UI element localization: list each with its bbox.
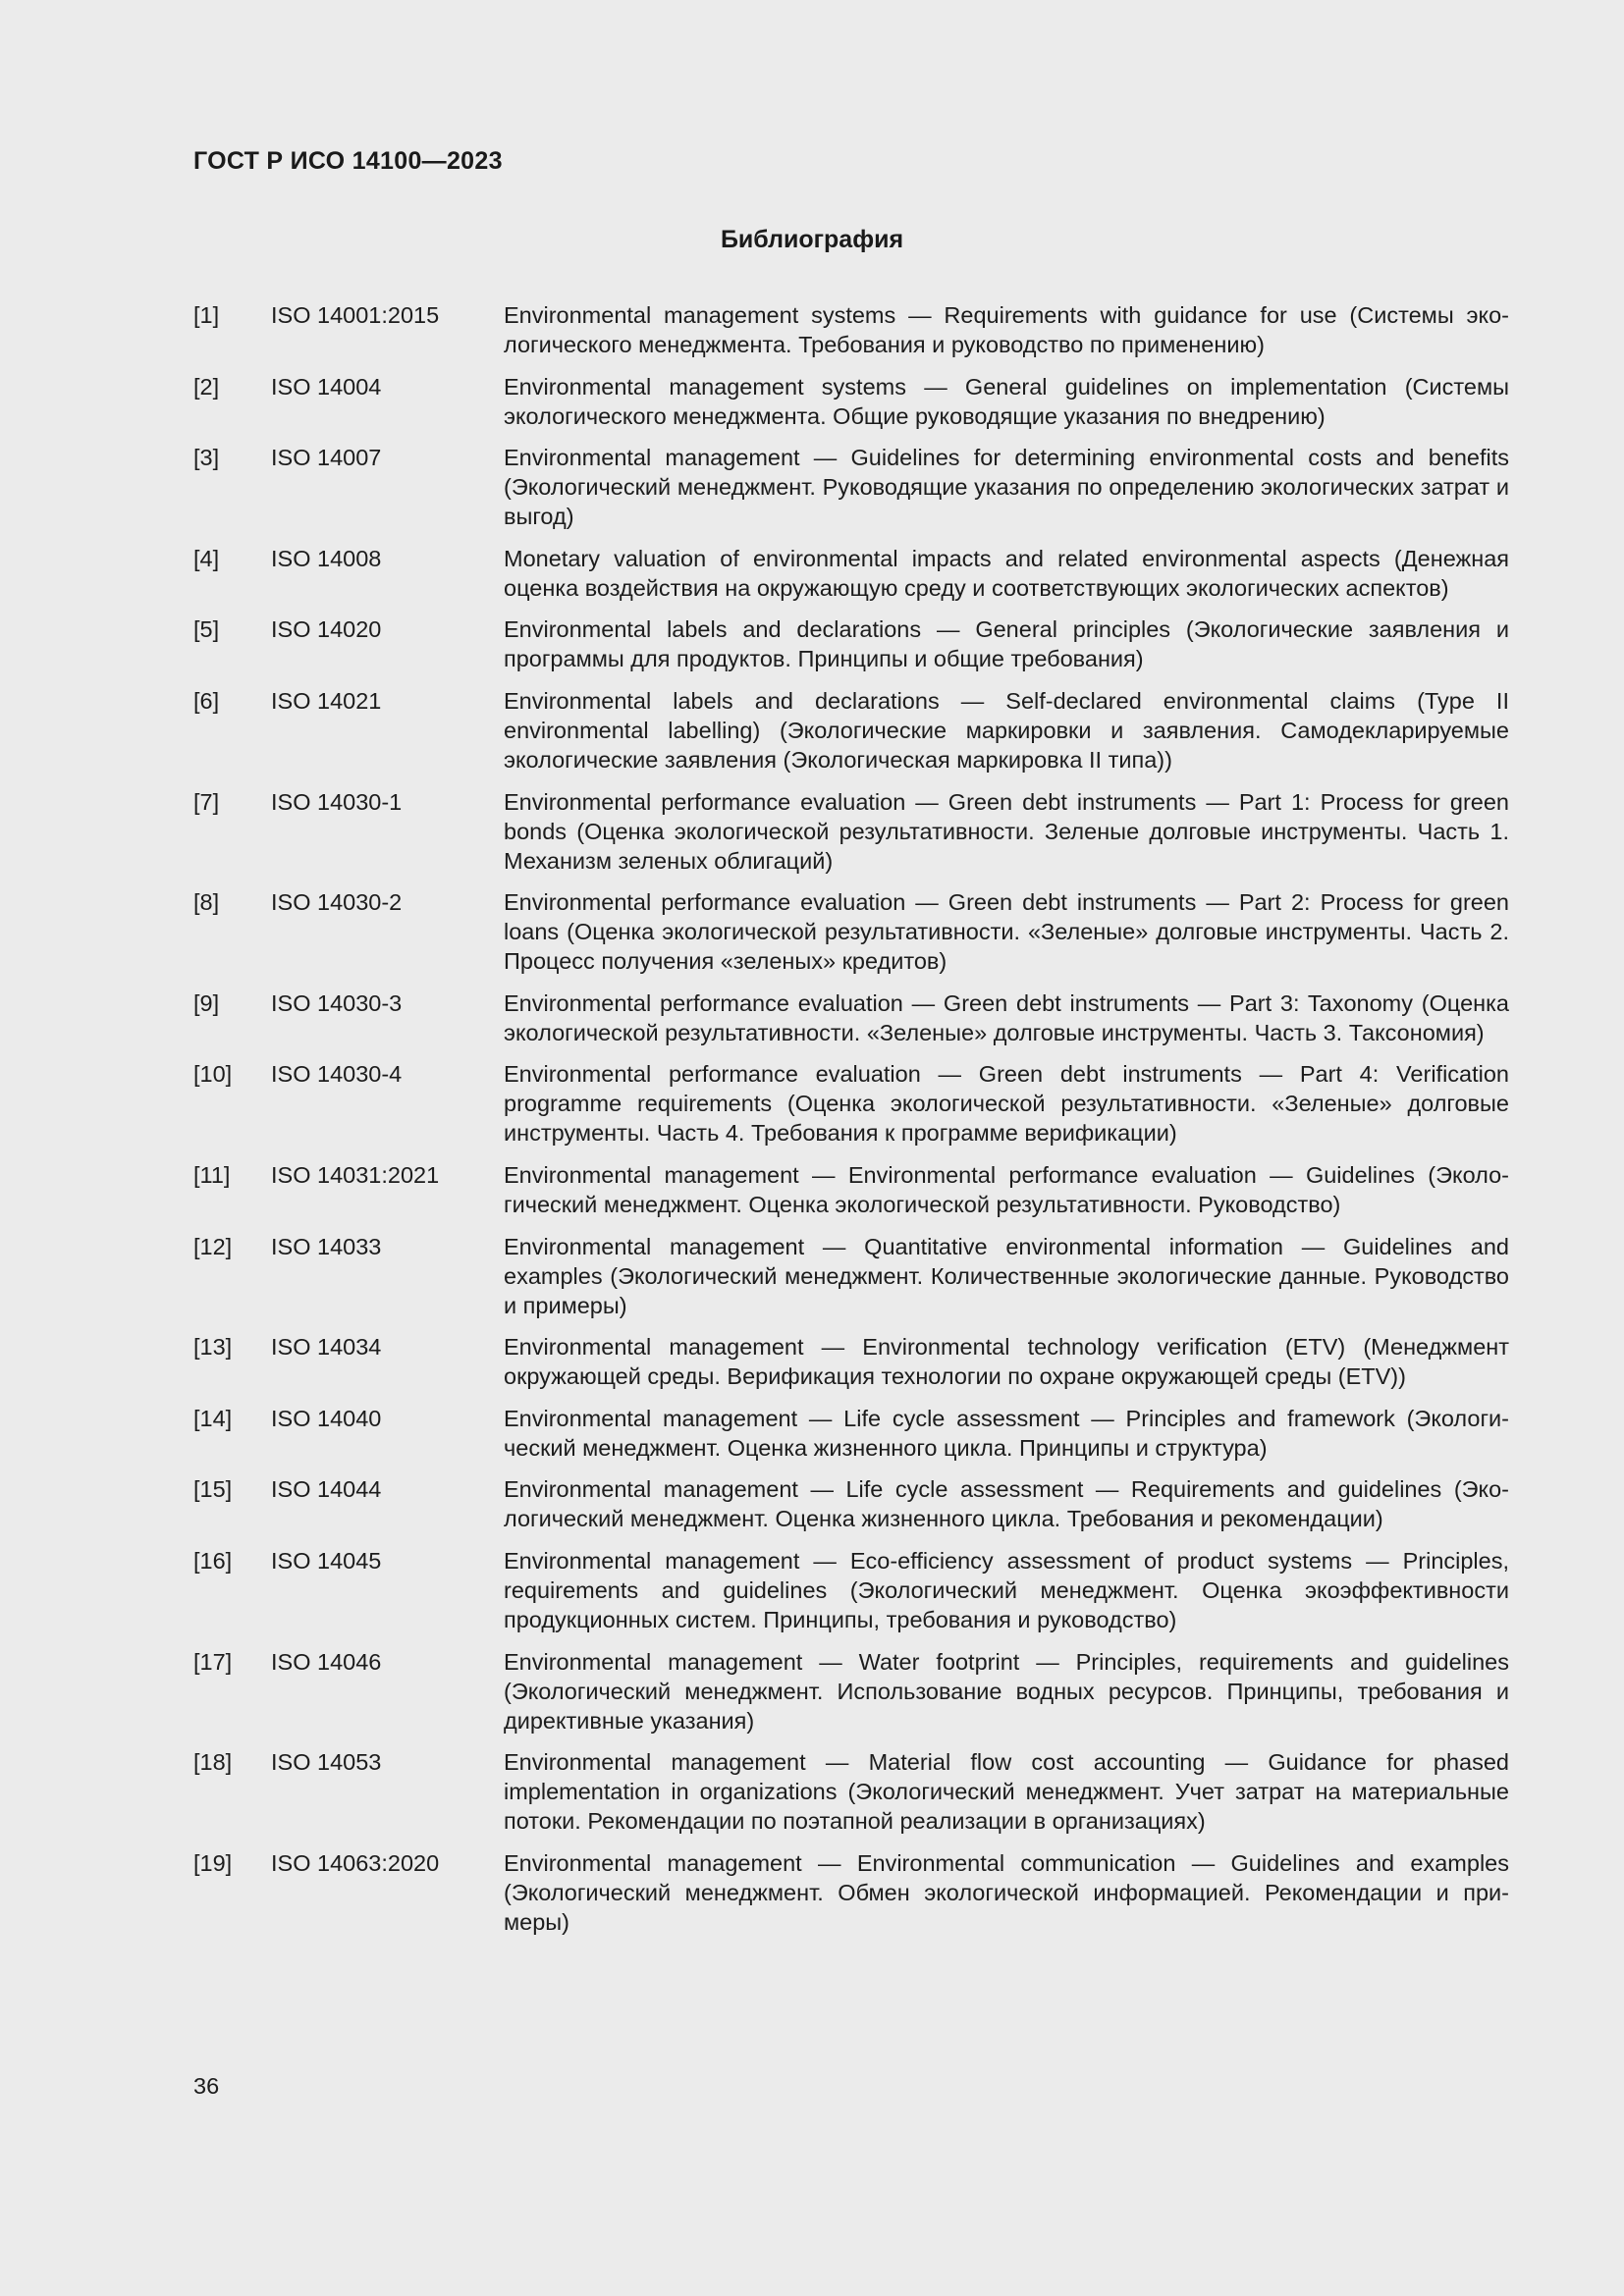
entry-standard-code: ISO 14053 — [271, 1749, 382, 1776]
entry-standard-code: ISO 14040 — [271, 1405, 382, 1431]
entry-title-text: Monetary valuation of environmental impacts and related environmental aspects (Денежная оценка воздействия на окружающую среду и соответствующих экологических аспектов) — [504, 545, 1509, 601]
entry-number: [6] — [193, 687, 220, 714]
bibliography-entry — [193, 1404, 1509, 1463]
bibliography-entry — [193, 887, 1509, 976]
entry-standard-code: ISO 14007 — [271, 445, 382, 471]
entry-standard-code: ISO 14031:2021 — [271, 1161, 440, 1188]
section-title: Библиография — [720, 226, 904, 253]
entry-title-text: Environmental management — Environmental performance evaluation — Guidelines (Экологический менеджмент. Оценка экологической результативности. Руководство) — [504, 1161, 1509, 1217]
bibliography-entry — [193, 1848, 1509, 1937]
bibliography-entry — [193, 686, 1509, 774]
entry-standard-code: ISO 14008 — [271, 545, 382, 571]
entry-standard-code: ISO 14044 — [271, 1476, 382, 1503]
entry-number: [13] — [193, 1334, 233, 1361]
entry-standard-code: ISO 14030-2 — [271, 889, 403, 916]
entry-title-text: Environmental management — Quantitative environmental information — Guidelines and examples (Экологический менеджмент. Количественные экологические данные. Руководство и примеры) — [504, 1233, 1509, 1318]
entry-number: [7] — [193, 788, 220, 815]
entry-title-text: Environmental management systems — General guidelines on implementation (Системы экологического менеджмента. Общие руководящие указания по внедрению) — [504, 373, 1509, 429]
bibliography-list — [193, 300, 1509, 1949]
entry-title-text: Environmental management — Life cycle assessment — Requirements and guidelines (Экологический менеджмент. Оценка жизненного цикла. Требования и рекомендации) — [504, 1476, 1509, 1532]
entry-title-text: Environmental performance evaluation — Green debt instruments — Part 3: Taxonomy (Оценка экологической результативности. «Зеленые» долговые инструменты. Часть 3. Таксономия) — [504, 989, 1509, 1045]
entry-title-text: Environmental performance evaluation — Green debt instruments — Part 2: Process for green loans (Оценка экологической результативности. «Зеленые» долговые инструменты. Часть 2. Процесс получения «зеленых» кредитов) — [504, 889, 1509, 975]
standard-code-header: ГОСТ Р ИСО 14100—2023 — [193, 147, 503, 175]
entry-standard-code: ISO 14020 — [271, 616, 382, 643]
entry-title-text: Environmental management — Environmental communication — Guidelines and examples (Экологический менеджмент. Обмен экологической информацией. Рекомендации и примеры) — [504, 1849, 1509, 1935]
entry-standard-code: ISO 14063:2020 — [271, 1849, 440, 1876]
entry-standard-code: ISO 14033 — [271, 1233, 382, 1259]
entry-number: [11] — [193, 1161, 231, 1188]
entry-number: [18] — [193, 1749, 233, 1776]
bibliography-entry — [193, 988, 1509, 1047]
entry-number: [5] — [193, 616, 220, 643]
bibliography-entry — [193, 443, 1509, 531]
entry-number: [16] — [193, 1547, 233, 1574]
bibliography-entry — [193, 1474, 1509, 1533]
bibliography-entry — [193, 614, 1509, 673]
entry-number: [17] — [193, 1648, 233, 1675]
entry-number: [9] — [193, 989, 220, 1016]
entry-title-text: Environmental management systems — Requirements with guidance for use (Системы экологического менеджмента. Требования и руководство по применению) — [504, 302, 1509, 357]
entry-title-text: Environmental labels and declarations — General principles (Экологические заявления и программы для продуктов. Принципы и общие требования) — [504, 616, 1509, 672]
entry-title-text: Environmental management — Guidelines for determining environmental costs and benefits (Экологический менеджмент. Руководящие указания по определению экологических затрат и выгод) — [504, 445, 1509, 530]
entry-title-text: Environmental performance evaluation — Green debt instruments — Part 4: Verification programme requirements (Оценка экологической результативности. «Зеленые» долговые инструменты. Часть 4. Требования к программе верификации) — [504, 1061, 1509, 1147]
entry-number: [2] — [193, 373, 220, 400]
entry-title-text: Environmental management — Material flow cost accounting — Guidance for phased implementation in organizations (Экологический менеджмент. Учет затрат на материальные потоки. Рекомендации по поэтапной реализации в организациях) — [504, 1749, 1509, 1835]
entry-title-text: Environmental labels and declarations — Self-declared environmental claims (Type II environmental labelling) (Экологические маркировки и заявления. Самодекларируемые экологические заявления (Экологическая маркировка II типа)) — [504, 687, 1509, 773]
page-number: 36 — [193, 2073, 220, 2099]
entry-number: [4] — [193, 545, 220, 571]
entry-number: [14] — [193, 1405, 233, 1431]
entry-standard-code: ISO 14045 — [271, 1547, 382, 1574]
entry-standard-code: ISO 14001:2015 — [271, 302, 440, 328]
entry-number: [19] — [193, 1849, 233, 1876]
entry-standard-code: ISO 14030-4 — [271, 1061, 403, 1088]
bibliography-entry — [193, 1160, 1509, 1219]
entry-standard-code: ISO 14030-1 — [271, 788, 403, 815]
entry-title-text: Environmental management — Environmental technology verification (ETV) (Менеджмент окружающей среды. Верификация технологии по охране окружающей среды (ETV)) — [504, 1334, 1509, 1390]
entry-number: [10] — [193, 1061, 233, 1088]
bibliography-entry — [193, 1747, 1509, 1836]
entry-standard-code: ISO 14004 — [271, 373, 382, 400]
entry-standard-code: ISO 14021 — [271, 687, 382, 714]
entry-number: [3] — [193, 445, 220, 471]
entry-title-text: Environmental management — Life cycle assessment — Principles and framework (Экологический менеджмент. Оценка жизненного цикла. Принципы и структура) — [504, 1405, 1509, 1461]
bibliography-entry — [193, 1546, 1509, 1634]
bibliography-entry — [193, 1332, 1509, 1391]
bibliography-entry — [193, 372, 1509, 431]
entry-number: [8] — [193, 889, 220, 916]
bibliography-entry — [193, 787, 1509, 876]
entry-number: [12] — [193, 1233, 233, 1259]
entry-number: [1] — [193, 302, 220, 328]
bibliography-entry — [193, 544, 1509, 603]
entry-title-text: Environmental management — Water footprint — Principles, requirements and guidelines (Экологический менеджмент. Использование водных ресурсов. Принципы, требования и директивные указания) — [504, 1648, 1509, 1734]
entry-title-text: Environmental management — Eco-efficiency assessment of product systems — Principles, requirements and guidelines (Экологический менеджмент. Оценка экоэффективности продукционных систем. Принципы, требования и руководство) — [504, 1547, 1509, 1632]
bibliography-entry — [193, 1059, 1509, 1148]
entry-number: [15] — [193, 1476, 233, 1503]
entry-standard-code: ISO 14030-3 — [271, 989, 403, 1016]
bibliography-entry — [193, 300, 1509, 359]
entry-standard-code: ISO 14034 — [271, 1334, 382, 1361]
entry-standard-code: ISO 14046 — [271, 1648, 382, 1675]
entry-title-text: Environmental performance evaluation — Green debt instruments — Part 1: Process for green bonds (Оценка экологической результативности. Зеленые долговые инструменты. Часть 1. Механизм зеленых облигаций) — [504, 788, 1509, 874]
bibliography-entry — [193, 1232, 1509, 1320]
bibliography-entry — [193, 1647, 1509, 1735]
